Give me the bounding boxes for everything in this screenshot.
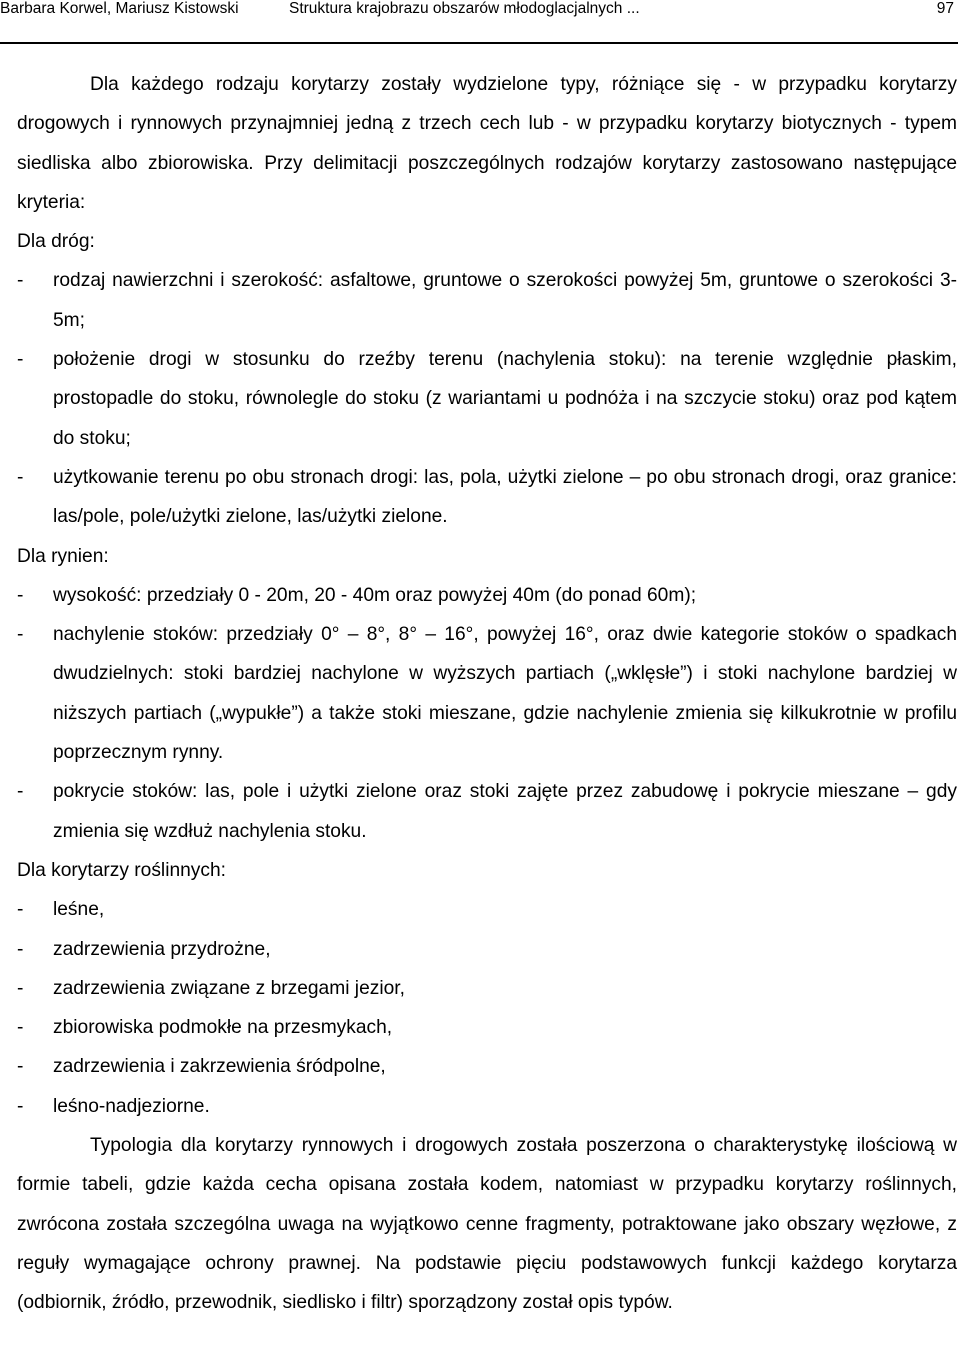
roads-criteria-list	[17, 261, 957, 536]
gullies-criteria-list	[17, 576, 957, 851]
list-dash: -	[17, 938, 24, 960]
list-item	[17, 1087, 957, 1126]
page-body	[17, 65, 957, 1323]
list-dash: -	[17, 624, 24, 646]
page-number: 97	[936, 0, 954, 17]
list-item	[17, 1047, 957, 1086]
list-item	[17, 261, 957, 340]
list-item-text: pokrycie stoków: las, pole i użytki zielone oraz stoki zajęte przez zabudowę i pokrycie mieszane – gdy zmienia się wzdłuż nachylenia stoku.	[53, 781, 957, 842]
list-dash: -	[17, 1056, 24, 1078]
list-item-text: leśno-nadjeziorne.	[53, 1095, 210, 1117]
list-dash: -	[17, 466, 24, 488]
vegetation-corridors-label: Dla korytarzy roślinnych:	[17, 859, 226, 881]
list-item-text: leśne,	[53, 899, 105, 921]
list-dash: -	[17, 1017, 24, 1039]
header-title: Struktura krajobrazu obszarów młodoglacjalnych ...	[289, 0, 640, 17]
header-divider	[0, 42, 958, 44]
list-item	[17, 1008, 957, 1047]
roads-criteria-label: Dla dróg:	[17, 231, 95, 253]
list-item-text: zadrzewienia związane z brzegami jezior,	[53, 977, 405, 999]
page-header	[0, 0, 960, 26]
list-dash: -	[17, 977, 24, 999]
list-item	[17, 969, 957, 1008]
vegetation-corridors-list	[17, 890, 957, 1126]
list-dash: -	[17, 899, 24, 921]
list-item-text: położenie drogi w stosunku do rzeźby terenu (nachylenia stoku): na terenie względnie płaskim, prostopadle do stoku, równolegle do stoku (z wariantami u podnóża i na szczycie stoku) oraz pod kątem do stoku;	[53, 349, 957, 449]
gullies-criteria-label: Dla rynien:	[17, 545, 109, 567]
list-item-text: użytkowanie terenu po obu stronach drogi: las, pola, użytki zielone – po obu stronach drogi, oraz granice: las/pole, pole/użytki zielone, las/użytki zielone.	[53, 466, 957, 528]
header-author: Barbara Korwel, Mariusz Kistowski	[0, 0, 239, 17]
list-item-text: wysokość: przedziały 0 - 20m, 20 - 40m oraz powyżej 40m (do ponad 60m);	[53, 584, 697, 606]
intro-paragraph: Dla każdego rodzaju korytarzy zostały wydzielone typy, różniące się - w przypadku korytarzy drogowych i rynnowych przynajmniej jedną z trzech cech lub - w przypadku korytarzy biotycznych - typem siedliska albo zbiorowiska. Przy delimitacji poszczególnych rodzajów korytarzy zastosowano następujące kryteria:	[17, 74, 957, 213]
list-item	[17, 930, 957, 969]
list-dash: -	[17, 781, 24, 803]
list-item	[17, 615, 957, 772]
list-dash: -	[17, 270, 24, 292]
list-item-text: zadrzewienia przydrożne,	[53, 938, 271, 960]
list-item-text: rodzaj nawierzchni i szerokość: asfaltowe, gruntowe o szerokości powyżej 5m, gruntowe o szerokości 3-5m;	[53, 270, 957, 331]
closing-paragraph: Typologia dla korytarzy rynnowych i drogowych została poszerzona o charakterystykę ilościową w formie tabeli, gdzie każda cecha opisana została kodem, natomiast w przypadku korytarzy roślinnych, zwrócona została szczególna uwaga na wyjątkowo cenne fragmenty, potraktowane jako obszary węzłowe, z reguły wymagające ochrony prawnej. Na podstawie pięciu podstawowych funkcji każdego korytarza (odbiornik, źródło, przewodnik, siedlisko i filtr) sporządzony został opis typów.	[17, 1135, 957, 1314]
list-item-text: zadrzewienia i zakrzewienia śródpolne,	[53, 1056, 386, 1078]
list-item	[17, 772, 957, 851]
list-item	[17, 458, 957, 537]
list-item	[17, 890, 957, 929]
list-item-text: zbiorowiska podmokłe na przesmykach,	[53, 1017, 393, 1039]
list-item	[17, 576, 957, 615]
list-dash: -	[17, 584, 24, 606]
list-dash: -	[17, 1095, 24, 1117]
list-dash: -	[17, 349, 24, 371]
list-item-text: nachylenie stoków: przedziały 0° – 8°, 8° – 16°, powyżej 16°, oraz dwie kategorie stoków o spadkach dwudzielnych: stoki bardziej nachylone w wyższych partiach („wklęsłe”) i stoki nachylone bardziej w niższych partiach („wypukłe”) a także stoki mieszane, gdzie nachylenie zmienia się kilkukrotnie w profilu poprzecznym rynny.	[53, 624, 957, 764]
list-item	[17, 340, 957, 458]
